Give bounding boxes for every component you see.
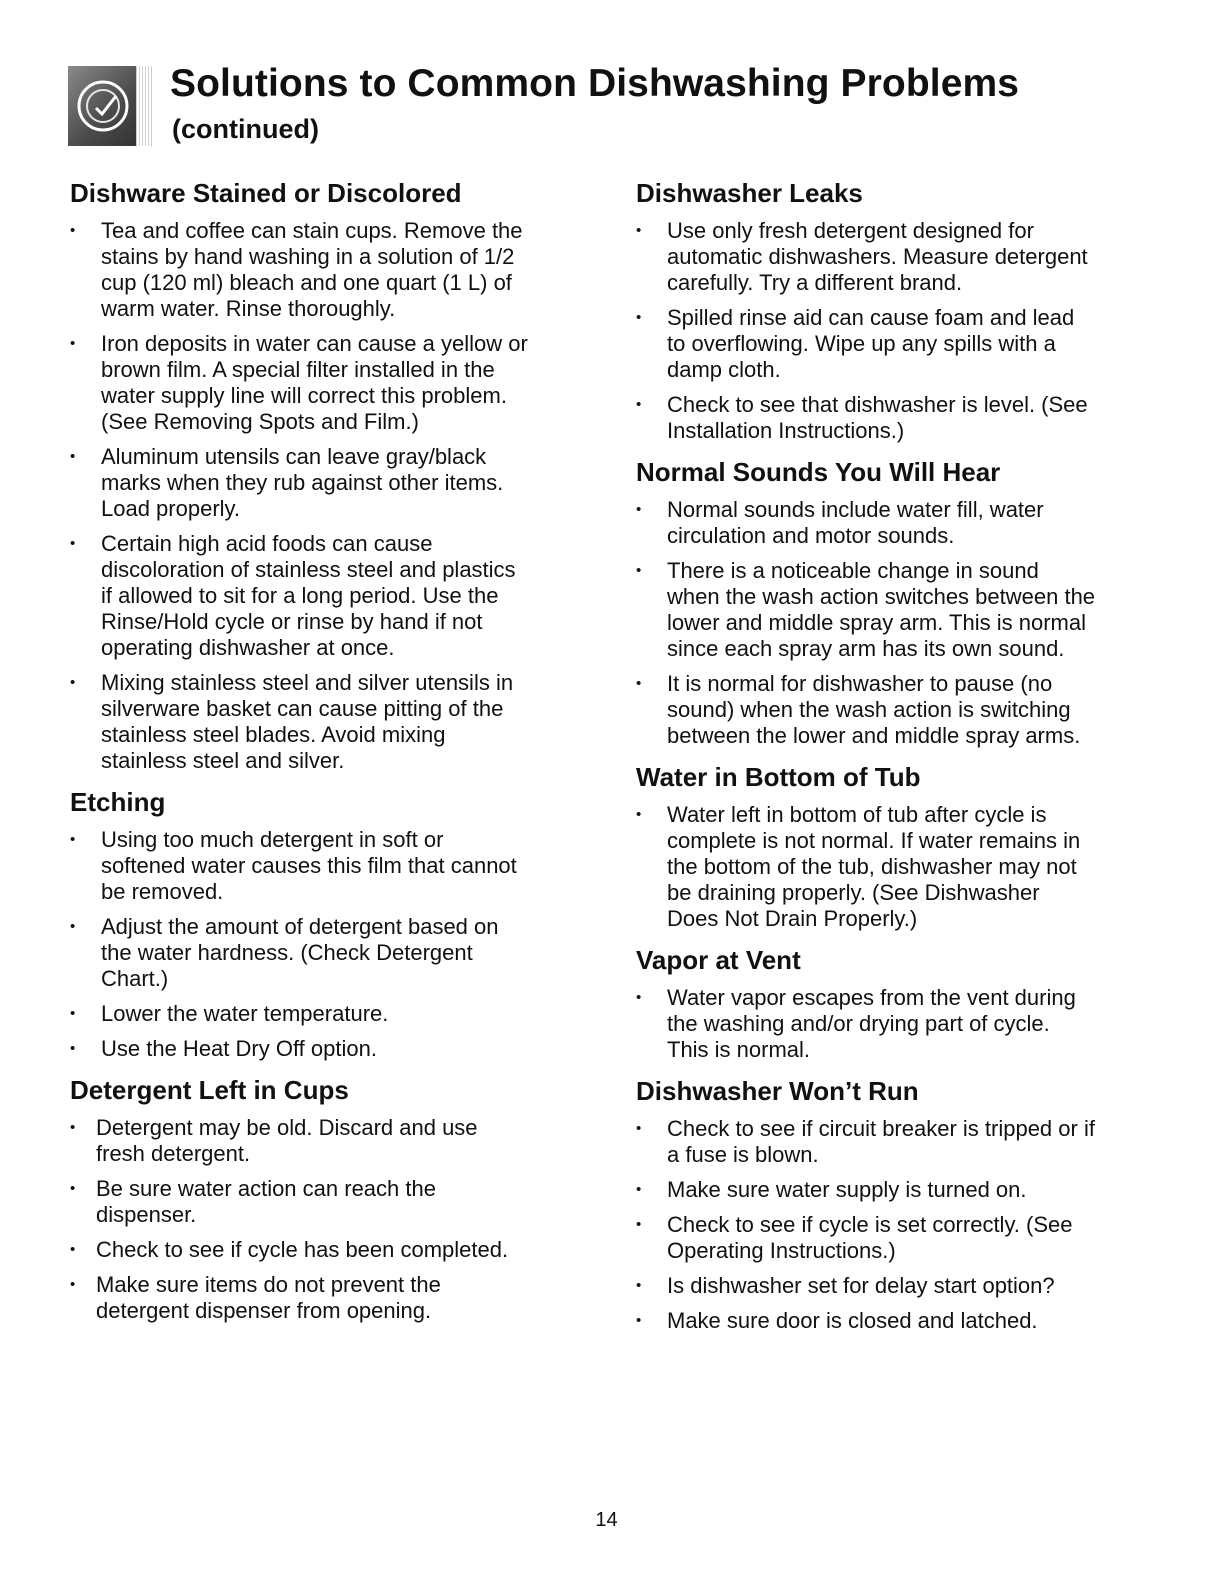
list-item: • Detergent may be old. Discard and use fresh detergent. (70, 1115, 590, 1167)
page-title: Solutions to Common Dishwashing Problems (170, 62, 1020, 105)
left-column (70, 176, 590, 1333)
list-item: • Make sure items do not prevent the detergent dispenser from opening. (70, 1272, 590, 1324)
section-heading: Vapor at Vent (636, 945, 801, 975)
list-item: • Check to see if circuit breaker is tripped or if a fuse is blown. (636, 1116, 1156, 1168)
list-item: • Check to see if cycle has been completed. (70, 1237, 590, 1263)
right-column (636, 176, 1156, 1343)
section-heading: Etching (70, 787, 166, 817)
list-item: • Normal sounds include water fill, water circulation and motor sounds. (636, 497, 1156, 549)
page-subtitle: (continued) (172, 114, 319, 144)
section-detergent-left (70, 1073, 590, 1324)
section-dishwasher-leaks (636, 176, 1156, 444)
list-item: • There is a noticeable change in sound when the wash action switches between the lower and middle spray arm. This is normal since each spray arm has its own sound. (636, 558, 1156, 662)
list-item: • Tea and coffee can stain cups. Remove the stains by hand washing in a solution of 1/2 cup (120 ml) bleach and one quart (1 L) of warm water. Rinse thoroughly. (70, 218, 590, 322)
list-item: • Is dishwasher set for delay start option? (636, 1273, 1156, 1299)
section-heading: Dishware Stained or Discolored (70, 178, 462, 208)
list-item: • Check to see if cycle is set correctly. (See Operating Instructions.) (636, 1212, 1156, 1264)
list-item: • Water vapor escapes from the vent during the washing and/or drying part of cycle. This is normal. (636, 985, 1156, 1063)
section-water-bottom-tub (636, 760, 1156, 932)
list-item: • Make sure door is closed and latched. (636, 1308, 1156, 1334)
list-item: • It is normal for dishwasher to pause (no sound) when the wash action is switching between the lower and middle spray arms. (636, 671, 1156, 749)
section-heading: Detergent Left in Cups (70, 1075, 349, 1105)
section-heading: Dishwasher Won’t Run (636, 1076, 919, 1106)
list-item: • Use the Heat Dry Off option. (70, 1036, 590, 1062)
section-heading: Water in Bottom of Tub (636, 762, 921, 792)
list-item: • Using too much detergent in soft or softened water causes this film that cannot be removed. (70, 827, 590, 905)
list-item: • Lower the water temperature. (70, 1001, 590, 1027)
page-number: 14 (595, 1509, 618, 1531)
list-item: • Certain high acid foods can cause discoloration of stainless steel and plastics if allowed to sit for a long period. Use the Rinse/Hold cycle or rinse by hand if not operating dishwasher at once. (70, 531, 590, 661)
list-item: • Aluminum utensils can leave gray/black marks when they rub against other items. Load properly. (70, 444, 590, 522)
list-item: • Make sure water supply is turned on. (636, 1177, 1156, 1203)
section-heading: Dishwasher Leaks (636, 178, 863, 208)
list-item: • Iron deposits in water can cause a yellow or brown film. A special filter installed in the water supply line will correct this problem. (See Removing Spots and Film.) (70, 331, 590, 435)
section-dishware-stained (70, 176, 590, 774)
page-header (68, 62, 1168, 162)
list-item: • Spilled rinse aid can cause foam and lead to overflowing. Wipe up any spills with a damp cloth. (636, 305, 1156, 383)
section-wont-run (636, 1074, 1156, 1334)
list-item: • Use only fresh detergent designed for automatic dishwashers. Measure detergent carefully. Try a different brand. (636, 218, 1156, 296)
list-item: • Adjust the amount of detergent based on the water hardness. (Check Detergent Chart.) (70, 914, 590, 992)
dishwasher-logo-icon (68, 66, 150, 146)
list-item: • Check to see that dishwasher is level. (See Installation Instructions.) (636, 392, 1156, 444)
list-item: • Mixing stainless steel and silver utensils in silverware basket can cause pitting of the stainless steel blades. Avoid mixing stainless steel and silver. (70, 670, 590, 774)
list-item: • Water left in bottom of tub after cycle is complete is not normal. If water remains in the bottom of the tub, dishwasher may not be draining properly. (See Dishwasher Does Not Drain Properly.) (636, 802, 1156, 932)
section-vapor-vent (636, 943, 1156, 1063)
section-normal-sounds (636, 455, 1156, 749)
section-etching (70, 785, 590, 1062)
section-heading: Normal Sounds You Will Hear (636, 457, 1001, 487)
list-item: • Be sure water action can reach the dispenser. (70, 1176, 590, 1228)
